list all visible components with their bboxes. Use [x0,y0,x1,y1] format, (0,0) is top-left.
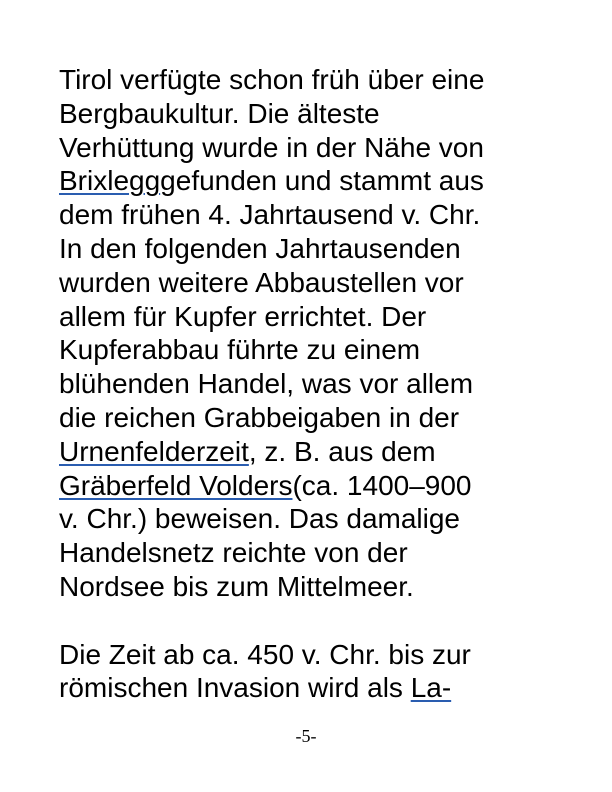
text-line: die reichen Grabbeigaben in der [59,401,460,433]
text-line: Die Zeit ab ca. 450 v. Chr. bis zur [59,638,471,670]
text-line: Verhüttung wurde in der Nähe von [59,131,484,163]
link-brixlegg[interactable]: Brixlegg [59,165,161,197]
text-line: Tirol verfügte schon früh über eine [59,64,485,95]
document-body [59,63,559,705]
text-line: Handelsnetz reichte von der [59,537,408,569]
text-line: wurden weitere Abbaustellen vor [59,266,464,298]
text-line: In den folgenden Jahrtausenden [59,232,461,264]
page-number: -5- [295,726,317,746]
text-line: Nordsee bis zum Mittelmeer. [59,570,414,602]
text-line: Kupferabbau führte zu einem [59,334,421,366]
text-line [59,435,559,469]
link-graeberfeld-volders[interactable]: Gräberfeld Volders [59,469,293,501]
text-fragment: römischen Invasion wird als [59,672,411,704]
link-la-tene[interactable]: La- [410,672,452,704]
text-line [59,469,559,503]
text-fragment: (ca. 1400–900 [292,469,472,501]
text-fragment: , z. B. aus dem [248,435,436,467]
link-urnenfelderzeit[interactable]: Urnenfelderzeit [59,435,249,467]
text-line: blühenden Handel, was vor allem [59,368,474,400]
text-line [59,164,559,198]
text-line: dem frühen 4. Jahrtausend v. Chr. [59,199,481,231]
paragraph-spacer [59,604,559,638]
text-line: allem für Kupfer errichtet. Der [59,300,427,332]
text-line [59,671,559,705]
text-fragment: gefunden und stammt aus [160,165,484,197]
text-line: Bergbaukultur. Die älteste [59,97,380,129]
text-line: v. Chr.) beweisen. Das damalige [59,503,460,535]
